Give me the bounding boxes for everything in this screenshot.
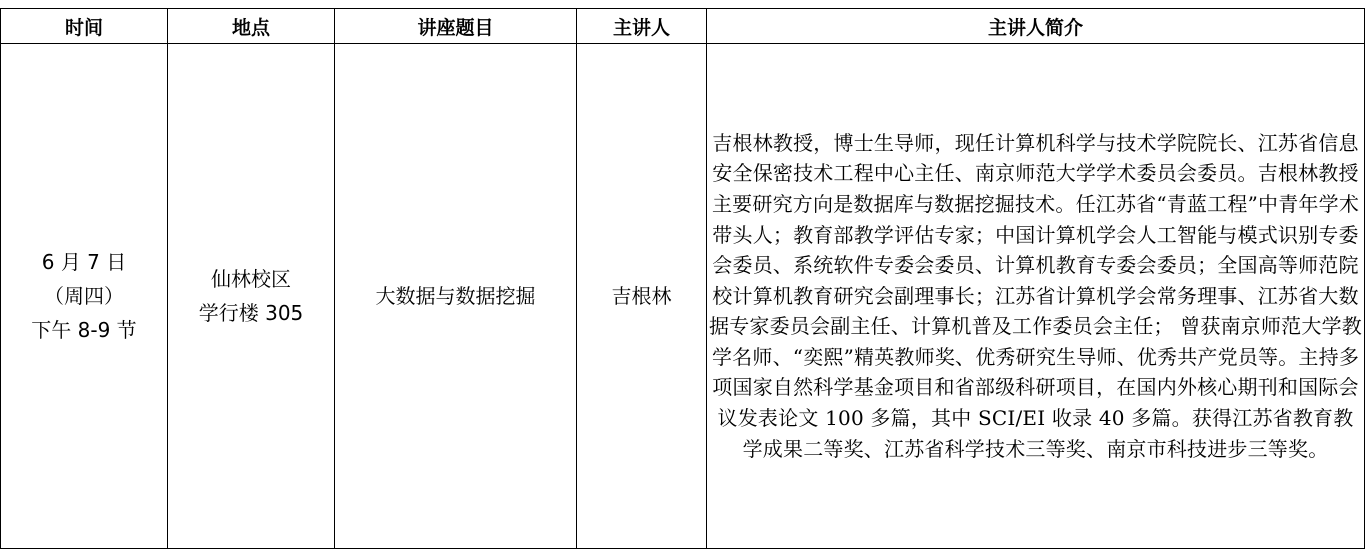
cell-location xyxy=(168,44,335,549)
header-bio: 主讲人简介 xyxy=(707,9,1365,44)
table-row xyxy=(1,44,1365,549)
header-location: 地点 xyxy=(168,9,335,44)
cell-time xyxy=(1,44,168,549)
time-date: 6 月 7 日 xyxy=(41,250,127,274)
header-row xyxy=(1,9,1365,44)
header-time: 时间 xyxy=(1,9,168,44)
cell-speaker: 吉根林 xyxy=(577,44,707,549)
location-building: 学行楼 305 xyxy=(198,301,304,325)
location-campus: 仙林校区 xyxy=(211,267,291,291)
cell-topic: 大数据与数据挖掘 xyxy=(335,44,577,549)
time-period: 下午 8-9 节 xyxy=(31,318,137,342)
cell-bio: 吉根林教授，博士生导师，现任计算机科学与技术学院院长、江苏省信息安全保密技术工程中心主任、南京师范大学学术委员会委员。吉根林教授主要研究方向是数据库与数据挖掘技术。任江苏省“青蓝工程”中青年学术带头人；教育部教学评估专家；中国计算机学会人工智能与模式识别专委会委员、系统软件专委会委员、计算机教育专委会委员；全国高等师范院校计算机教育研究会副理事长；江苏省计算机学会常务理事、江苏省大数据专家委员会副主任、计算机普及工作委员会主任； 曾获南京师范大学教学名师、“奕熙”精英教师奖、优秀研究生导师、优秀共产党员等。主持多项国家自然科学基金项目和省部级科研项目，在国内外核心期刊和国际会议发表论文 100 多篇，其中 SCI/EI 收录 40 多篇。获得江苏省教育教学成果二等奖、江苏省科学技术三等奖、南京市科技进步三等奖。 xyxy=(707,44,1365,549)
header-speaker: 主讲人 xyxy=(577,9,707,44)
time-weekday: （周四） xyxy=(44,284,124,308)
header-topic: 讲座题目 xyxy=(335,9,577,44)
lecture-schedule-table xyxy=(0,8,1365,549)
